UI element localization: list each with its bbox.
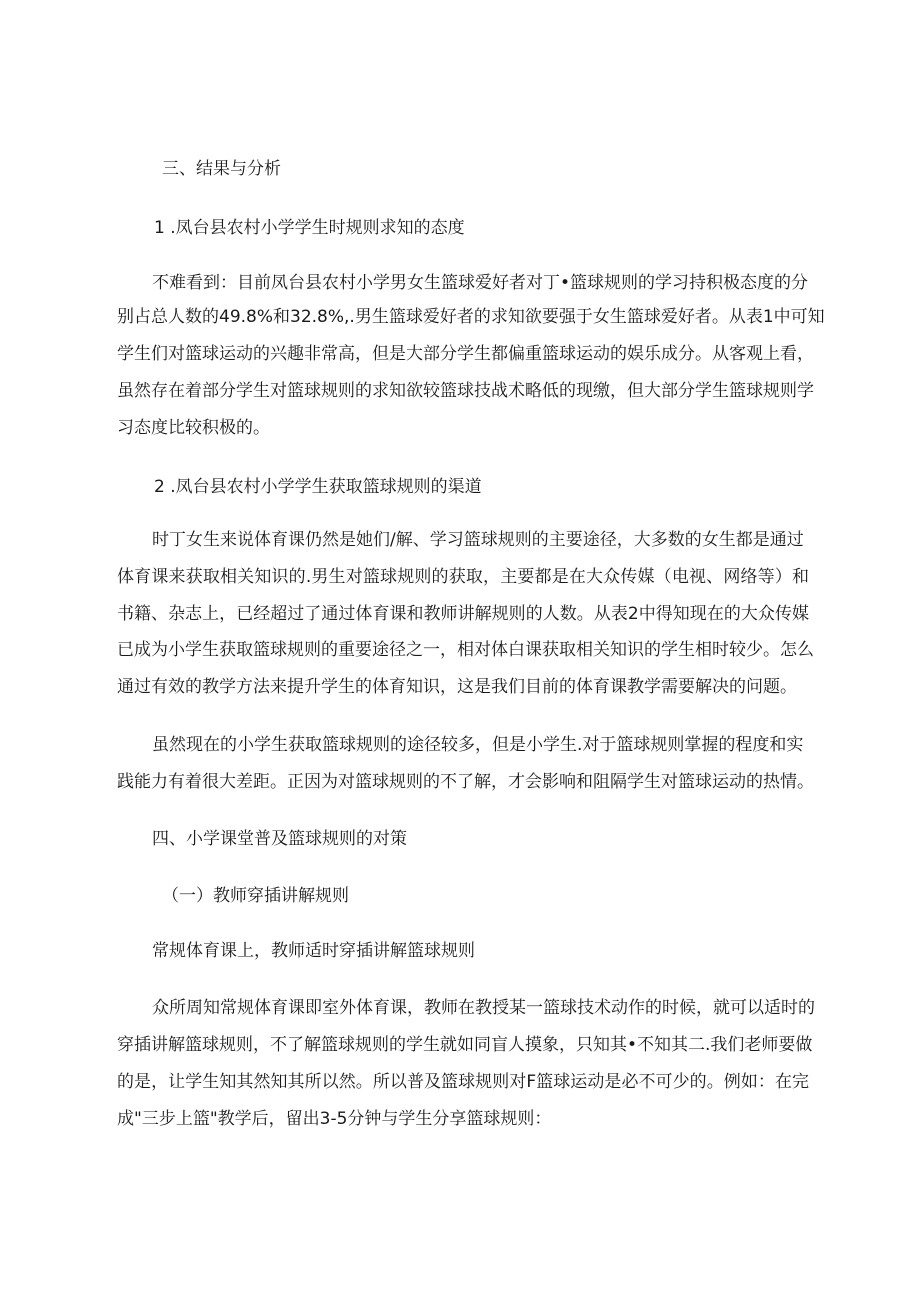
paragraph-3-line-2: 践能力有着很大差距。正因为对篮球规则的不了解，才会影响和阻隔学生对篮球运动的热情。	[117, 772, 814, 792]
paragraph-1-line-3: 学生们对篮球运动的兴趣非常高，但是大部分学生都偏重篮球运动的娱乐成分。从客观上看，	[117, 344, 814, 364]
paragraph-2-line-5: 通过有效的教学方法来提升学生的体育知识，这是我们目前的体育课教学需要解决的问题。	[117, 677, 797, 697]
section-4-heading: 四、小学课堂普及篮球规则的对策	[152, 829, 407, 849]
paragraph-5-line-2: 穿插讲解篮球规则，不了解篮球规则的学生就如同盲人摸象，只知其•不知其二.我们老师要做	[117, 1035, 813, 1055]
subsection-4-1-heading: （一）教师穿插讲解规则	[162, 886, 349, 906]
paragraph-2-line-1: 时丁女生来说体育课仍然是她们/解、学习篮球规则的主要途径，大多数的女生都是通过	[152, 530, 804, 550]
paragraph-2-line-3: 书籍、杂志上，已经超过了通过体育课和教师讲解规则的人数。从表2中得知现在的大众传媒	[117, 604, 809, 624]
paragraph-5-line-4: 成"三步上篮"教学后，留出3-5分钟与学生分享篮球规则：	[117, 1109, 552, 1129]
paragraph-1-line-4: 虽然存在着部分学生对篮球规则的求知欲较篮球技战术略低的现缴，但大部分学生篮球规则学	[117, 381, 814, 401]
paragraph-4: 常规体育课上，教师适时穿插讲解篮球规则	[152, 941, 475, 961]
paragraph-1-line-2: 别占总人数的49.8%和32.8%,.男生篮球爱好者的求知欲要强于女生篮球爱好者。从表1中可知	[117, 307, 825, 327]
paragraph-5-line-3: 的是，让学生知其然知其所以然。所以普及篮球规则对F篮球运动是必不可少的。例如：在完	[117, 1072, 809, 1092]
section-3-heading: 三、结果与分析	[162, 159, 281, 179]
paragraph-3-line-1: 虽然现在的小学生获取篮球规则的途径较多，但是小学生.对于篮球规则掌握的程度和实	[152, 735, 804, 755]
paragraph-2-line-2: 体育课来获取相关知识的.男生对篮球规则的获取，主要都是在大众传媒（电视、网络等）和	[117, 567, 809, 587]
paragraph-2-line-4: 已成为小学生获取篮球规则的重要途径之一，相对体白课获取相关知识的学生相时较少。怎么	[117, 640, 814, 660]
subsection-2-heading: 2 .凤台县农村小学学生获取篮球规则的渠道	[154, 477, 482, 497]
paragraph-1-line-1: 不难看到：目前凤台县农村小学男女生篮球爱好者对丁•篮球规则的学习持积极态度的分	[152, 273, 809, 293]
subsection-1-heading: 1 .凤台县农村小学学生时规则求知的态度	[154, 218, 465, 238]
paragraph-1-line-5: 习态度比较积极的。	[117, 418, 270, 438]
paragraph-5-line-1: 众所周知常规体育课即室外体育课，教师在教授某一篮球技术动作的时候，就可以适时的	[152, 998, 815, 1018]
